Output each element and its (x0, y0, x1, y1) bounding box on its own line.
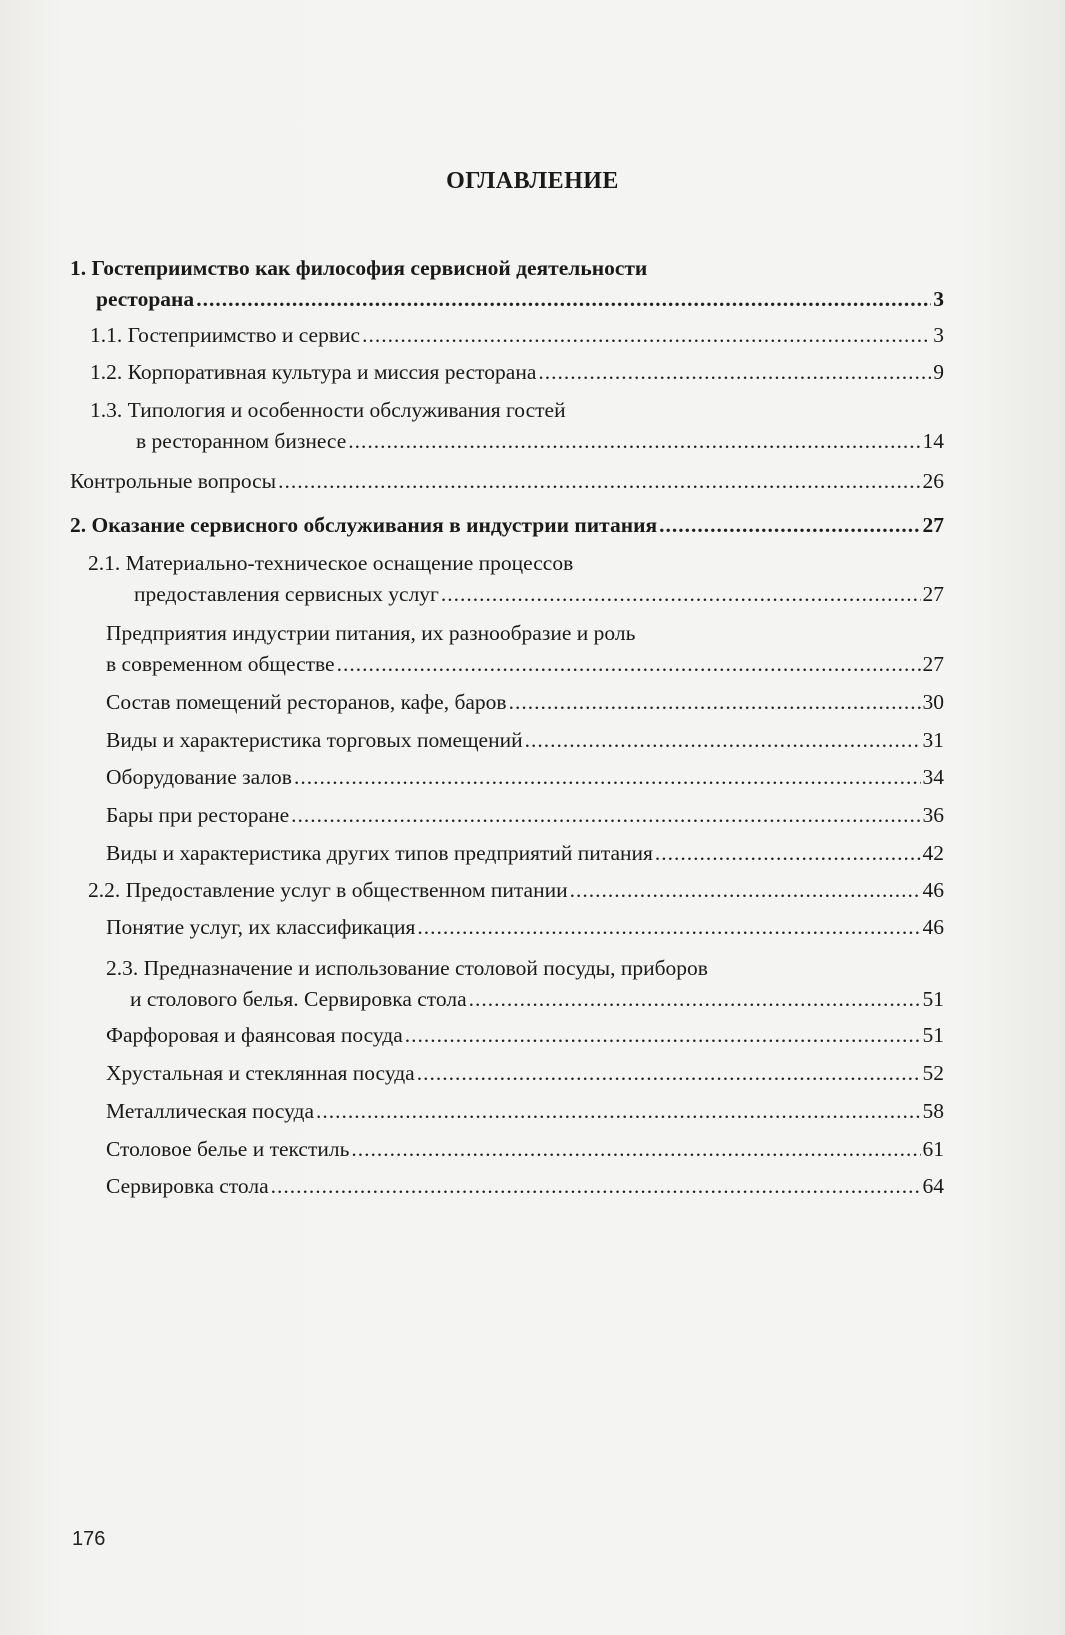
dot-leader (351, 1134, 920, 1165)
toc-entry (88, 875, 944, 906)
dot-leader (570, 875, 921, 906)
toc-page-ref: 27 (922, 652, 944, 676)
toc-entry-text: предоставления сервисных услуг (134, 582, 439, 606)
dot-leader (659, 510, 920, 541)
toc-entry-text: Оборудование залов (106, 765, 292, 789)
toc-entry-text: Понятие услуг, их классификация (106, 915, 416, 939)
toc-entry-text: Контрольные вопросы (70, 469, 277, 493)
toc-page-ref: 51 (922, 1023, 944, 1047)
toc-entry (134, 579, 944, 610)
toc-entry-text: Предприятия индустрии питания, их разнообразие и роль (106, 621, 636, 645)
toc-entry-text: 1.3. Типология и особенности обслуживания гостей (90, 398, 566, 422)
toc-entry-line (106, 618, 635, 649)
toc-entry (106, 725, 944, 756)
toc-page-ref: 3 (933, 287, 944, 311)
toc-entry-text: Состав помещений ресторанов, кафе, баров (106, 690, 507, 714)
toc-entry-line (90, 395, 566, 426)
toc-entry (90, 357, 944, 388)
toc-page-ref: 46 (922, 878, 944, 902)
toc-page-ref: 52 (922, 1061, 944, 1085)
toc-entry-text: ресторана (96, 287, 195, 311)
toc-entry-line (106, 953, 708, 984)
toc-page-ref: 31 (922, 728, 944, 752)
toc-page-ref: 27 (922, 513, 944, 537)
toc-entry-text: 2.2. Предоставление услуг в общественном питании (88, 878, 568, 902)
dot-leader (271, 1171, 921, 1202)
dot-leader (337, 649, 921, 680)
toc-page-ref: 42 (922, 841, 944, 865)
toc-entry (106, 1058, 944, 1089)
toc-entry (106, 762, 944, 793)
dot-leader (417, 912, 920, 943)
toc-entry-text: 2.1. Материально-техническое оснащение процессов (88, 551, 574, 575)
toc-entry (106, 1171, 944, 1202)
toc-page-ref: 34 (922, 765, 944, 789)
toc-page-ref: 27 (922, 582, 944, 606)
toc-entry (70, 510, 944, 541)
dot-leader (405, 1020, 921, 1051)
dot-leader (316, 1096, 920, 1127)
toc-page-ref: 46 (922, 915, 944, 939)
toc-entry-text: Виды и характеристика других типов предприятий питания (106, 841, 653, 865)
toc-entry (106, 1020, 944, 1051)
dot-leader (362, 320, 931, 351)
dot-leader (417, 1058, 921, 1089)
toc-entry (96, 284, 944, 315)
toc-entry (106, 800, 944, 831)
toc-entry (106, 687, 944, 718)
toc-page-ref: 51 (922, 987, 944, 1011)
toc-entry-line (70, 253, 647, 284)
toc-entry (106, 1096, 944, 1127)
toc-entry-text: 2.3. Предназначение и использование столовой посуды, приборов (106, 956, 708, 980)
toc-entry-text: Столовое белье и текстиль (106, 1137, 350, 1161)
dot-leader (441, 579, 921, 610)
dot-leader (294, 762, 921, 793)
toc-entry-text: и столового белья. Сервировка стола (130, 987, 467, 1011)
toc-entry (106, 1134, 944, 1165)
dot-leader (278, 466, 920, 497)
toc-entry-text: в современном обществе (106, 652, 335, 676)
dot-leader (348, 426, 920, 457)
toc-entry (106, 838, 944, 869)
toc-entry-text: Сервировка стола (106, 1174, 269, 1198)
dot-leader (509, 687, 921, 718)
toc-entry (136, 426, 944, 457)
toc-entry (106, 912, 944, 943)
toc-entry-text: Фарфоровая и фаянсовая посуда (106, 1023, 403, 1047)
toc-page-ref: 61 (922, 1137, 944, 1161)
toc-entry (106, 649, 944, 680)
toc-entry-text: Виды и характеристика торговых помещений (106, 728, 523, 752)
toc-entry-text: Бары при ресторане (106, 803, 290, 827)
page-number: 176 (72, 1528, 106, 1550)
toc-entry-text: 1. Гостеприимство как философия сервисной деятельности (70, 256, 648, 280)
dot-leader (538, 357, 931, 388)
toc-page-ref: 58 (922, 1099, 944, 1123)
toc-page-ref: 36 (922, 803, 944, 827)
toc-entry-text: 2. Оказание сервисного обслуживания в индустрии питания (70, 513, 658, 537)
toc-page-ref: 9 (933, 360, 944, 384)
toc-page-ref: 26 (922, 469, 944, 493)
toc-entry (90, 320, 944, 351)
toc-page-ref: 14 (922, 429, 944, 453)
dot-leader (291, 800, 920, 831)
dot-leader (655, 838, 921, 869)
toc-entry (130, 984, 944, 1015)
toc-page-ref: 3 (933, 323, 944, 347)
toc-entry-text: Хрустальная и стеклянная посуда (106, 1061, 415, 1085)
dot-leader (525, 725, 921, 756)
toc-page-ref: 30 (922, 690, 944, 714)
toc-entry-line (88, 548, 573, 579)
toc-entry (70, 466, 944, 497)
toc-entry-text: 1.2. Корпоративная культура и миссия ресторана (90, 360, 537, 384)
toc-page-ref: 64 (922, 1174, 944, 1198)
toc-entry-text: 1.1. Гостеприимство и сервис (90, 323, 361, 347)
toc-title: ОГЛАВЛЕНИЕ (446, 168, 619, 194)
dot-leader (469, 984, 921, 1015)
toc-entry-text: Металлическая посуда (106, 1099, 315, 1123)
dot-leader (196, 284, 931, 315)
toc-entry-text: в ресторанном бизнесе (136, 429, 347, 453)
